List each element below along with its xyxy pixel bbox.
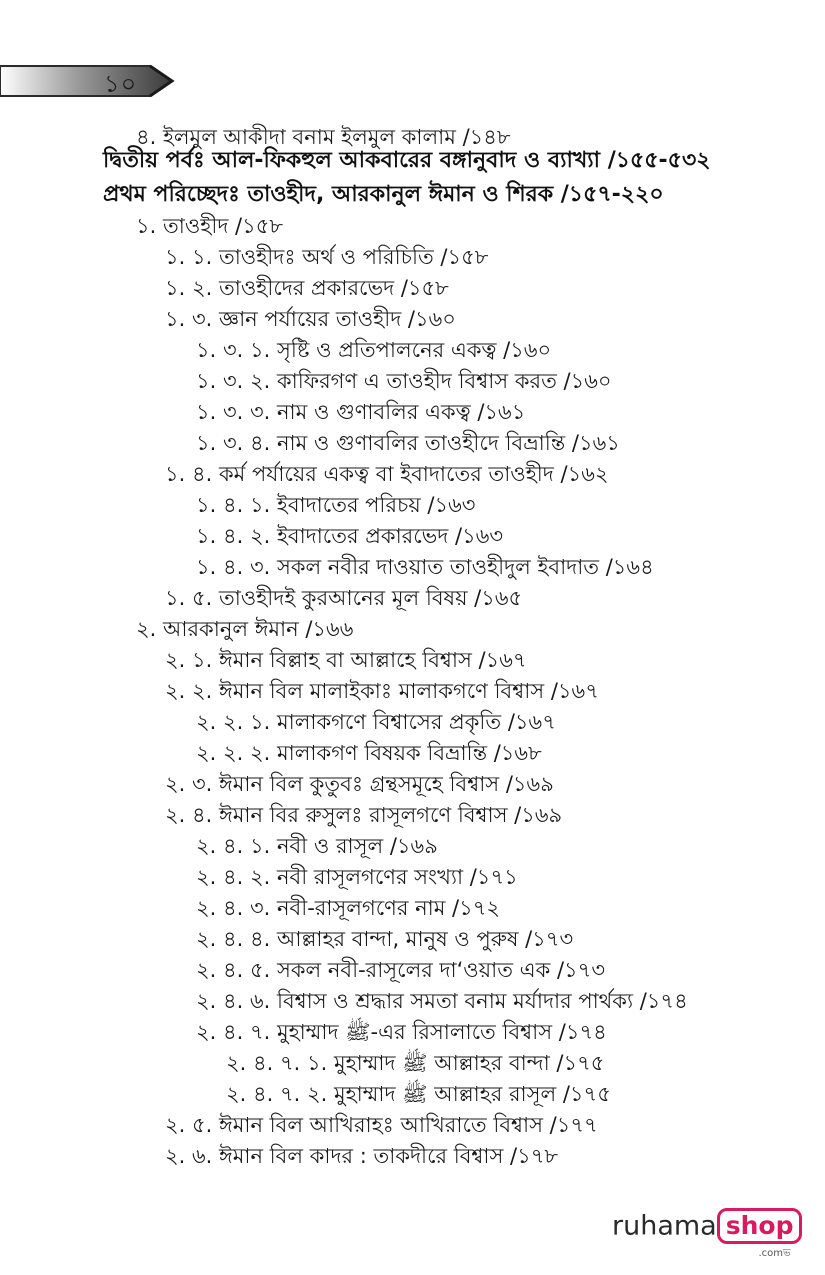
toc-entry: ২. ৪. ২. নবী রাসূলগণের সংখ্যা /১৭১ bbox=[196, 865, 518, 889]
toc-entry: ২. ৪. ৪. আল্লাহর বান্দা, মানুষ ও পুরুষ /১৭৩ bbox=[196, 927, 574, 951]
logo-badge: shop bbox=[717, 1208, 803, 1244]
toc-entry: ২. ৪. ৫. সকল নবী-রাসূলের দা‘ওয়াত এক /১৭৩ bbox=[196, 958, 605, 982]
toc-entry: ১. ৪. ১. ইবাদাতের পরিচয় /১৬৩ bbox=[196, 493, 476, 517]
toc-entry: ২. ৪. ৭. মুহাম্মাদ ﷺ-এর রিসালাতে বিশ্বাস /১৭৪ bbox=[196, 1020, 607, 1044]
toc-entry: ৪. ইলমুল আকীদা বনাম ইলমুল কালাম /১৪৮ bbox=[136, 125, 511, 149]
page-number-tab bbox=[0, 62, 178, 100]
toc-entry: ২. ৬. ঈমান বিল কাদর : তাকদীরে বিশ্বাস /১৭৮ bbox=[165, 1144, 559, 1168]
toc-entry: ২. ৪. ৭. ২. মুহাম্মাদ ﷺ আল্লাহর রাসূল /১৭৫ bbox=[226, 1082, 611, 1106]
logo-suffix: .comভ bbox=[758, 1248, 791, 1259]
toc-entry: ২. ১. ঈমান বিল্লাহ বা আল্লাহে বিশ্বাস /১৬৭ bbox=[165, 648, 527, 672]
toc-entry: ১. ৪. ৩. সকল নবীর দাওয়াত তাওহীদুল ইবাদাত /১৬৪ bbox=[196, 555, 654, 579]
toc-entry: ২. ২. ১. মালাকগণে বিশ্বাসের প্রকৃতি /১৬৭ bbox=[196, 710, 556, 734]
toc-heading: প্রথম পরিচ্ছেদঃ তাওহীদ, আরকানুল ঈমান ও শিরক /১৫৭-২২০ bbox=[103, 182, 664, 207]
page-number: ১০ bbox=[104, 70, 138, 98]
toc-entry: ১. ৩. জ্ঞান পর্যায়ের তাওহীদ /১৬০ bbox=[165, 307, 456, 331]
toc-entry: ২. ৪. ১. নবী ও রাসূল /১৬৯ bbox=[196, 834, 438, 858]
toc-entry: ১. ১. তাওহীদঃ অর্থ ও পরিচিতি /১৫৮ bbox=[165, 245, 489, 269]
logo-word: ruhama bbox=[612, 1210, 717, 1242]
toc-entry: ১. ৪. কর্ম পর্যায়ের একত্ব বা ইবাদাতের তাওহীদ /১৬২ bbox=[165, 462, 609, 486]
toc-entry: ২. ৪. ঈমান বির রুসুলঃ রাসূলগণে বিশ্বাস /১৬৯ bbox=[165, 803, 563, 827]
toc-entry: ১. ৩. ১. সৃষ্টি ও প্রতিপালনের একত্ব /১৬০ bbox=[196, 338, 552, 362]
toc-entry: ২. ৫. ঈমান বিল আখিরাহঃ আখিরাতে বিশ্বাস /১৭৭ bbox=[165, 1113, 598, 1137]
toc-entry: ১. ৩. ২. কাফিরগণ এ তাওহীদ বিশ্বাস করত /১৬০ bbox=[196, 369, 612, 393]
toc-entry: ১. ৩. ৪. নাম ও গুণাবলির তাওহীদে বিভ্রান্তি /১৬১ bbox=[196, 431, 620, 455]
toc-entry: ১. ৫. তাওহীদই কুরআনের মূল বিষয় /১৬৫ bbox=[165, 586, 523, 610]
toc-entry: ২. আরকানুল ঈমান /১৬৬ bbox=[136, 617, 354, 641]
toc-entry: ২. ৪. ৬. বিশ্বাস ও শ্রদ্ধার সমতা বনাম মর্যাদার পার্থক্য /১৭৪ bbox=[196, 989, 688, 1013]
toc-entry: ১. ৩. ৩. নাম ও গুণাবলির একত্ব /১৬১ bbox=[196, 400, 526, 424]
toc-heading: দ্বিতীয় পর্বঃ আল-ফিকহুল আকবারের বঙ্গানুবাদ ও ব্যাখ্যা /১৫৫-৫৩২ bbox=[103, 148, 711, 173]
toc-entry: ২. ৩. ঈমান বিল কুতুবঃ গ্রন্থসমূহে বিশ্বাস /১৬৯ bbox=[165, 772, 554, 796]
toc-entry: ২. ৪. ৩. নবী-রাসূলগণের নাম /১৭২ bbox=[196, 896, 501, 920]
toc-entry: ১. তাওহীদ /১৫৮ bbox=[136, 214, 283, 238]
toc-entry: ১. ২. তাওহীদের প্রকারভেদ /১৫৮ bbox=[165, 276, 449, 300]
toc-entry: ১. ৪. ২. ইবাদাতের প্রকারভেদ /১৬৩ bbox=[196, 524, 504, 548]
ruhamashop-logo bbox=[612, 1208, 802, 1259]
toc-entry: ২. ২. ২. মালাকগণ বিষয়ক বিভ্রান্তি /১৬৮ bbox=[196, 741, 542, 765]
toc-entry: ২. ২. ঈমান বিল মালাইকাঃ মালাকগণে বিশ্বাস /১৬৭ bbox=[165, 679, 599, 703]
toc-entry: ২. ৪. ৭. ১. মুহাম্মাদ ﷺ আল্লাহর বান্দা /১৭৫ bbox=[226, 1051, 605, 1075]
